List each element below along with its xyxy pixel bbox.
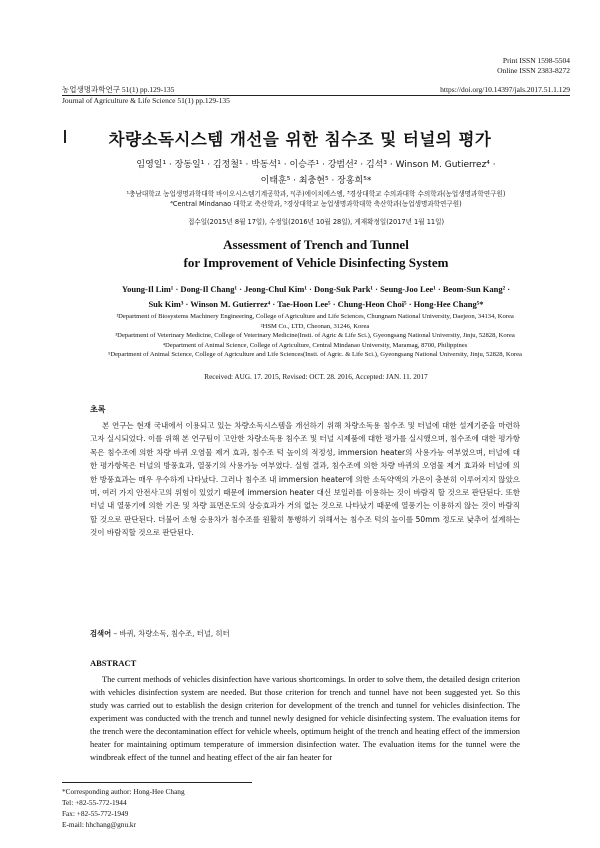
corresponding-author: *Corresponding author: Hong-Hee Chang — [62, 787, 185, 796]
journal-citation-en: Journal of Agriculture & Life Science 51(1) pp.129-135 — [62, 96, 230, 105]
doi-link[interactable]: https://doi.org/10.14397/jals.2017.51.1.129 — [440, 85, 570, 94]
issn-block — [497, 56, 570, 76]
author-email[interactable]: E-mail: hhchang@gnu.kr — [62, 820, 136, 829]
korean-affiliation-line-1: ¹충남대학교 농업생명과학대학 바이오시스템기계공학과, ²(주)에이치에스엠, ³경상대학교 수의과대학 수의학과(농업생명과학연구원) — [126, 190, 506, 198]
english-authors-line-1: Young-Il Lim¹ · Dong-Il Chang¹ · Jeong-Chul Kim¹ · Dong-Suk Park¹ · Seung-Joo Lee¹ · Beom-Sun Kang² · — [121, 284, 511, 294]
keywords-text: – 바퀴, 차량소독, 침수조, 터널, 히터 — [111, 629, 230, 638]
keywords — [90, 629, 230, 639]
affiliation-2: ²HSM Co., LTD, Cheonan, 31246, Korea — [260, 322, 370, 330]
english-affiliations — [52, 312, 578, 360]
english-title — [62, 236, 570, 272]
korean-abstract-body: 본 연구는 현재 국내에서 이용되고 있는 차량소독시스템을 개선하기 위해 차량소독용 침수조 및 터널에 대한 설계기준을 마련하고자 실시되었다. 이를 위해 본 연구팀이 고안한 차량소독용 침수조 및 터널 시제품에 대한 평가를 실시했으며, 침수조에 대한 평가항목은 침수조에 의한 차량 바퀴 오염물 제거 효과, 침수조 턱 높이의 적정성, immersion heater의 사용가능 여부였으며, 터널에 대한 평가항목은 터널의 방풍효과, 열풍기의 사용가능 여부였다. 실험 결과, 침수조에 의한 차량 바퀴의 오염물 제거 효과와 터널에 의한 방풍효과는 매우 우수하게 나타났다. 그러나 침수조 내 immersion heater에 의한 소독약액의 가온이 충분히 이루어지지 않았으며, 여러 가지 안전사고의 위험이 있었기 때문에 immersion heater 대신 보일러를 이용하는 것이 바람직 할 것으로 판단된다. 또한 터널 내 열풍기에 의한 기온 및 차량 표면온도의 상승효과가 거의 없는 것으로 나타났기 때문에 열풍기는 이용하지 않는 것이 바람직할 것으로 판단된다. 더불어 소형 승용차가 침수조를 원활히 통행하기 위해서는 침수조 턱의 높이를 50mm 정도로 낮추어 설계하는 것이 바람직할 것으로 판단된다. — [90, 421, 520, 538]
affiliation-4: ⁴Department of Animal Science, College of Agriculture, Central Mindanao University, Maramag, 8700, Philippines — [162, 341, 468, 349]
corresponding-author-footnote — [62, 786, 185, 830]
english-authors-line-2: Suk Kim³ · Winson M. Gutierrez⁴ · Tae-Hoon Lee⁵ · Chung-Heon Choi⁵ · Hong-Hee Chang⁵* — [148, 298, 484, 309]
footnote-rule — [62, 782, 252, 783]
korean-dates: 접수일(2015년 8월 17일), 수정일(2016년 10월 28일), 게재확정일(2017년 1월 11일) — [187, 218, 445, 226]
affiliation-1: ¹Department of Biosystems Machinery Engineering, College of Agriculture and Life Sciences, Chungnam National University, Daejeon, 34134, Korea — [116, 313, 514, 320]
affiliation-5: ⁵Department of Animal Science, College of Agriculture and Life Sciences(Insti. of Agric. & Life Sci.), Gyeongsang National University, Jinju, 52828, Korea — [108, 351, 522, 359]
print-issn: Print ISSN 1598-5504 — [502, 56, 570, 65]
korean-authors — [62, 157, 570, 189]
korean-affiliations — [62, 190, 570, 209]
korean-title: 차량소독시스템 개선을 위한 침수조 및 터널의 평가 — [108, 130, 492, 149]
korean-authors-line-2: 이태훈⁵ · 최충현⁵ · 장홍희⁵* — [260, 176, 372, 186]
affiliation-3: ³Department of Veterinary Medicine, College of Veterinary Medicine(Insti. of Agric & Life Sci.), Gyeongsang National University, Jinju, 52828, Korea — [115, 332, 515, 340]
author-tel: Tel: +82-55-772-1944 — [62, 798, 127, 807]
english-abstract-heading: ABSTRACT — [90, 658, 137, 668]
korean-authors-line-1: 임영일¹ · 장동일¹ · 김정철¹ · 박동석¹ · 이승주¹ · 강범선² · 김석³ · Winson M. Gutierrez⁴ · — [136, 160, 496, 170]
english-title-line-2: for Improvement of Vehicle Disinfecting System — [183, 255, 449, 270]
english-dates: Received: AUG. 17. 2015, Revised: OCT. 28. 2016, Accepted: JAN. 11. 2017 — [204, 373, 428, 381]
online-issn: Online ISSN 2383-8272 — [497, 66, 570, 75]
author-fax: Fax: +82-55-772-1949 — [62, 809, 129, 818]
korean-affiliation-line-2: ⁴Central Mindanao 대학교 축산학과, ⁵경상대학교 농업생명과학대학 축산학과(농업생명과학연구원) — [170, 199, 462, 208]
english-abstract-body: The current methods of vehicles disinfection have various shortcomings. In order to solve them, the detailed design criterion with vehicles disinfection system are needed. But those criterion for trench and tunnel have not been suggested yet. So this study was carried out to establish the design criterion for development of the trench and tunnel for vehicles disinfection. The experiment was conducted with the trench and tunnel newly designed for vehicle disinfecting system. The evaluation items for the trench were the decontamination effect for vehicle wheels, optimum height of the trench and heating effect of the immersion heater for maintaining optimum temperature of immersion disinfection water. The evaluation items for the tunnel were the windbreak effect of the tunnel and heating effect of the air fan heater for — [90, 675, 520, 762]
korean-abstract-heading: 초록 — [90, 405, 106, 414]
english-authors — [62, 282, 570, 311]
journal-citation-kr: 농업생명과학연구 51(1) pp.129-135 — [62, 85, 175, 94]
keywords-label: 검색어 — [90, 629, 112, 638]
english-title-line-1: Assessment of Trench and Tunnel — [223, 237, 409, 252]
